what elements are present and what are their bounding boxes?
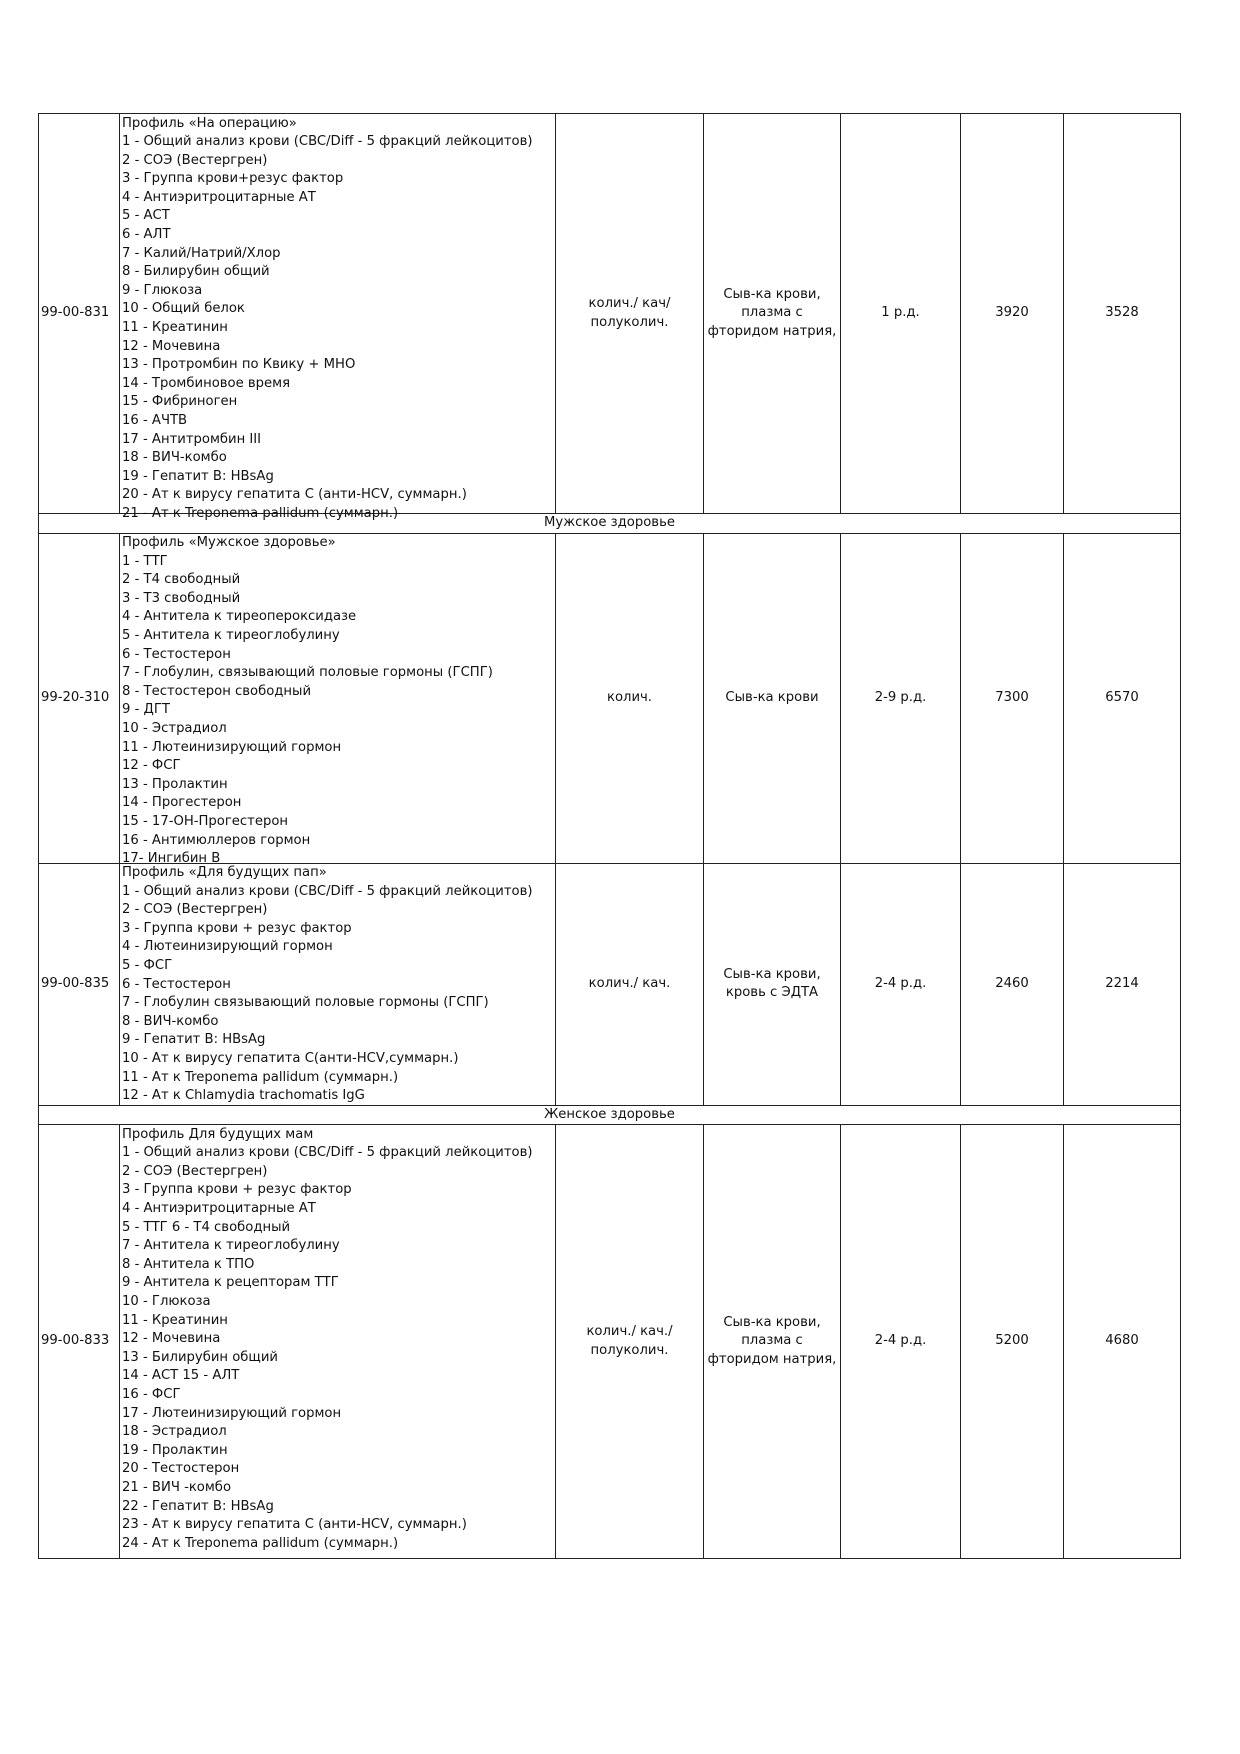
test-item: 10 - Общий белок bbox=[122, 301, 245, 317]
test-item: 3 - Группа крови + резус фактор bbox=[122, 920, 352, 936]
term-cell: 2-4 р.д. bbox=[841, 863, 961, 1105]
material-cell: Сыв-ка крови, плазма с фторидом натрия, bbox=[704, 1125, 841, 1559]
test-item: 15 - 17-ОН-Прогестерон bbox=[122, 814, 289, 829]
test-item: 16 - ФСГ bbox=[122, 1387, 181, 1402]
test-item: 4 - Антитела к тиреопероксидазе bbox=[122, 609, 357, 625]
price-cell: 2460 bbox=[961, 863, 1064, 1105]
section-title-women: Женское здоровье bbox=[39, 1105, 1181, 1125]
test-item: 7 - Глобулин, связывающий половые гормоны (ГСПГ) bbox=[122, 665, 493, 681]
section-title-men: Мужское здоровье bbox=[39, 514, 1181, 534]
test-item: 15 - Фибриноген bbox=[122, 394, 238, 410]
service-code: 99-20-310 bbox=[39, 533, 120, 863]
test-item: 12 - Мочевина bbox=[122, 1331, 221, 1347]
test-item: 17 - Лютеинизирующий гормон bbox=[122, 1405, 342, 1421]
method-cell: колич./ кач./ полуколич. bbox=[556, 1125, 704, 1559]
profile-title: Профиль «На операцию» bbox=[122, 115, 297, 131]
test-item: 18 - ВИЧ-комбо bbox=[122, 450, 227, 466]
profile-description bbox=[120, 863, 556, 1105]
test-list bbox=[122, 1144, 553, 1553]
discount-price-cell: 3528 bbox=[1064, 114, 1181, 514]
test-item: 3 - Группа крови+резус фактор bbox=[122, 171, 344, 187]
test-item: 5 - АСТ bbox=[122, 208, 170, 224]
profile-description bbox=[120, 533, 556, 867]
test-item: 16 - Антимюллеров гормон bbox=[122, 832, 311, 848]
test-item: 1 - Общий анализ крови (CBC/Diff - 5 фракций лейкоцитов) bbox=[122, 1145, 533, 1161]
discount-price-cell: 2214 bbox=[1064, 863, 1181, 1105]
test-item: 13 - Пролактин bbox=[122, 776, 228, 792]
test-item: 21 - ВИЧ -комбо bbox=[122, 1479, 232, 1495]
test-list bbox=[122, 553, 553, 869]
test-item: 7 - Антитела к тиреоглобулину bbox=[122, 1238, 340, 1254]
test-item: 18 - Эстрадиол bbox=[122, 1424, 227, 1440]
test-item: 14 - Тромбиновое время bbox=[122, 375, 291, 391]
test-item: 6 - Тестостерон bbox=[122, 646, 231, 662]
method-cell: колич./ кач. bbox=[556, 863, 704, 1105]
test-item: 4 - Антиэритроцитарные АТ bbox=[122, 1201, 316, 1217]
test-item: 8 - ВИЧ-комбо bbox=[122, 1013, 219, 1029]
material-cell: Сыв-ка крови, плазма с фторидом натрия, bbox=[704, 114, 841, 514]
section-row bbox=[39, 1105, 1181, 1125]
test-item: 7 - Глобулин связывающий половые гормоны (ГСПГ) bbox=[122, 995, 489, 1011]
profile-title: Профиль «Для будущих пап» bbox=[122, 865, 327, 881]
test-list bbox=[122, 133, 553, 523]
test-item: 13 - Билирубин общий bbox=[122, 1349, 278, 1365]
test-item: 12 - ФСГ bbox=[122, 758, 181, 774]
test-item: 4 - Лютеинизирующий гормон bbox=[122, 939, 333, 955]
table-row bbox=[39, 533, 1181, 863]
test-item: 3 - Т3 свободный bbox=[122, 590, 241, 606]
service-code: 99-00-831 bbox=[39, 114, 120, 514]
test-item: 20 - Ат к вирусу гепатита С (анти-HCV, суммарн.) bbox=[122, 487, 467, 503]
test-item: 23 - Ат к вирусу гепатита С (анти-HCV, суммарн.) bbox=[122, 1517, 467, 1533]
test-item: 20 - Тестостерон bbox=[122, 1461, 240, 1477]
test-item: 9 - Гепатит В: HBsAg bbox=[122, 1032, 266, 1048]
price-list-document bbox=[38, 113, 1180, 1559]
test-item: 22 - Гепатит В: HBsAg bbox=[122, 1498, 274, 1514]
profile-title: Профиль Для будущих мам bbox=[122, 1126, 314, 1142]
test-item: 2 - СОЭ (Вестергрен) bbox=[122, 1163, 268, 1179]
table-row bbox=[39, 1125, 1181, 1559]
test-item: 6 - АЛТ bbox=[122, 227, 171, 243]
test-item: 10 - Эстрадиол bbox=[122, 721, 227, 737]
test-item: 17 - Антитромбин III bbox=[122, 431, 262, 447]
test-item: 5 - Антитела к тиреоглобулину bbox=[122, 628, 340, 644]
test-item: 5 - ФСГ bbox=[122, 958, 173, 974]
service-code: 99-00-835 bbox=[39, 863, 120, 1105]
test-item: 19 - Гепатит В: HBsAg bbox=[122, 468, 274, 484]
term-cell: 2-9 р.д. bbox=[841, 533, 961, 863]
test-item: 21 - Ат к Treponema pallidum (суммарн.) bbox=[122, 505, 399, 521]
test-list bbox=[122, 883, 553, 1106]
test-item: 12 - Ат к Chlamydia trachomatis IgG bbox=[122, 1088, 365, 1104]
test-item: 10 - Ат к вирусу гепатита С(анти-HCV,суммарн.) bbox=[122, 1051, 459, 1067]
test-item: 24 - Ат к Treponema pallidum (суммарн.) bbox=[122, 1535, 399, 1551]
test-item: 19 - Пролактин bbox=[122, 1442, 228, 1458]
price-cell: 7300 bbox=[961, 533, 1064, 863]
price-cell: 3920 bbox=[961, 114, 1064, 514]
profile-title: Профиль «Мужское здоровье» bbox=[122, 535, 336, 551]
profile-description bbox=[120, 114, 556, 521]
test-item: 13 - Протромбин по Квику + МНО bbox=[122, 357, 356, 373]
discount-price-cell: 6570 bbox=[1064, 533, 1181, 863]
test-item: 1 - Общий анализ крови (CBC/Diff - 5 фракций лейкоцитов) bbox=[122, 134, 533, 150]
price-table bbox=[38, 113, 1181, 1559]
test-item: 1 - ТТГ bbox=[122, 553, 168, 569]
test-item: 8 - Тестостерон свободный bbox=[122, 683, 312, 699]
method-cell: колич./ кач/ полуколич. bbox=[556, 114, 704, 514]
test-item: 11 - Креатинин bbox=[122, 1312, 228, 1328]
test-item: 16 - АЧТВ bbox=[122, 413, 188, 428]
test-item: 8 - Антитела к ТПО bbox=[122, 1256, 255, 1272]
test-item: 10 - Глюкоза bbox=[122, 1294, 211, 1310]
table-row bbox=[39, 863, 1181, 1105]
test-item: 8 - Билирубин общий bbox=[122, 264, 270, 280]
term-cell: 2-4 р.д. bbox=[841, 1125, 961, 1559]
table-row bbox=[39, 114, 1181, 514]
test-item: 11 - Креатинин bbox=[122, 320, 228, 336]
test-item: 14 - Прогестерон bbox=[122, 795, 242, 811]
test-item: 2 - СОЭ (Вестергрен) bbox=[122, 902, 268, 918]
test-item: 1 - Общий анализ крови (CBC/Diff - 5 фракций лейкоцитов) bbox=[122, 883, 533, 899]
test-item: 3 - Группа крови + резус фактор bbox=[122, 1182, 352, 1198]
test-item: 6 - Тестостерон bbox=[122, 976, 231, 992]
test-item: 12 - Мочевина bbox=[122, 338, 221, 354]
test-item: 4 - Антиэритроцитарные АТ bbox=[122, 189, 316, 205]
test-item: 17- Ингибин В bbox=[122, 851, 221, 867]
test-item: 7 - Калий/Натрий/Хлор bbox=[122, 245, 281, 261]
material-cell: Сыв-ка крови bbox=[704, 533, 841, 863]
material-cell: Сыв-ка крови, кровь с ЭДТА bbox=[704, 863, 841, 1105]
term-cell: 1 р.д. bbox=[841, 114, 961, 514]
price-cell: 5200 bbox=[961, 1125, 1064, 1559]
test-item: 9 - ДГТ bbox=[122, 702, 170, 718]
test-item: 14 - АСТ 15 - АЛТ bbox=[122, 1368, 240, 1384]
test-item: 2 - Т4 свободный bbox=[122, 572, 241, 588]
test-item: 11 - Ат к Treponema pallidum (суммарн.) bbox=[122, 1069, 399, 1085]
test-item: 2 - СОЭ (Вестергрен) bbox=[122, 152, 268, 168]
discount-price-cell: 4680 bbox=[1064, 1125, 1181, 1559]
profile-description bbox=[120, 1125, 556, 1559]
method-cell: колич. bbox=[556, 533, 704, 863]
service-code: 99-00-833 bbox=[39, 1125, 120, 1559]
test-item: 9 - Глюкоза bbox=[122, 282, 203, 298]
test-item: 9 - Антитела к рецепторам ТТГ bbox=[122, 1275, 339, 1291]
test-item: 11 - Лютеинизирующий гормон bbox=[122, 739, 342, 755]
test-item: 5 - ТТГ 6 - Т4 свободный bbox=[122, 1219, 291, 1235]
